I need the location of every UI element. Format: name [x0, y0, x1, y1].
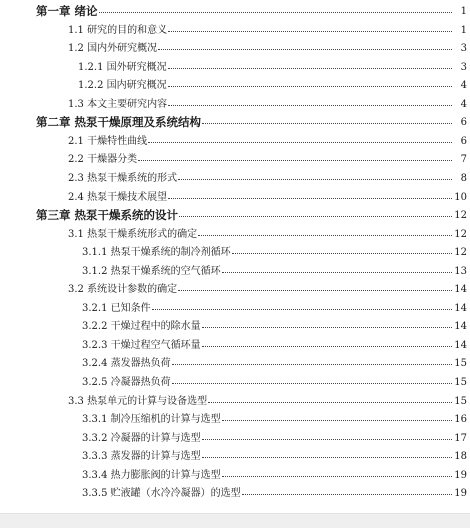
toc-page-number: 12: [454, 247, 467, 259]
toc-chapter-entry[interactable]: [0, 204, 470, 222]
toc-page-number: 13: [454, 265, 467, 277]
toc-entry-title: 3.3.3 蒸发器的计算与选型: [82, 451, 201, 463]
toc-entry-title: 3.3.5 贮液罐（水冷冷凝器）的选型: [82, 488, 241, 500]
toc-entry-title: 2.1 干燥特性曲线: [68, 135, 148, 147]
toc-entry-title: 3.3.1 制冷压缩机的计算与选型: [82, 414, 221, 426]
toc-entry-title: 3.2.1 已知条件: [82, 302, 151, 314]
toc-dot-leader: [198, 235, 452, 236]
toc-entry-title: 1.2.1 国外研究概况: [78, 61, 167, 73]
toc-chapter-entry[interactable]: [0, 0, 470, 18]
toc-dot-leader: [168, 86, 452, 87]
toc-entry-title: 1.2.2 国内研究概况: [78, 80, 167, 92]
toc-section-entry[interactable]: [0, 167, 470, 185]
toc-page-number: 15: [454, 395, 467, 407]
toc-dot-leader: [242, 494, 452, 495]
toc-dot-leader: [168, 198, 452, 199]
toc-dot-leader: [168, 105, 452, 106]
toc-section-entry[interactable]: [0, 148, 470, 166]
toc-page-number: 4: [460, 80, 467, 92]
toc-page-number: 6: [460, 135, 467, 147]
toc-entry-title: 3.1 热泵干燥系统形式的确定: [68, 228, 198, 240]
toc-entry-title: 第三章 热泵干燥系统的设计: [36, 208, 179, 223]
toc-dot-leader: [202, 439, 452, 440]
toc-chapter-entry[interactable]: [0, 111, 470, 129]
toc-section-entry[interactable]: [0, 37, 470, 55]
toc-section-entry[interactable]: [0, 278, 470, 296]
toc-page-number: 10: [454, 191, 467, 203]
toc-page-number: 6: [460, 117, 467, 129]
toc-dot-leader: [202, 123, 452, 124]
toc-section-entry[interactable]: [0, 223, 470, 241]
viewer-bottom-bar: [0, 513, 470, 528]
toc-subsection-entry[interactable]: [0, 464, 470, 482]
toc-dot-leader: [222, 420, 452, 421]
toc-dot-leader: [99, 12, 452, 13]
toc-page-number: 3: [460, 61, 467, 73]
toc-page-number: 1: [460, 6, 467, 17]
toc-dot-leader: [208, 402, 452, 403]
toc-dot-leader: [172, 364, 452, 365]
toc-page-number: 19: [454, 469, 467, 481]
toc-page-number: 14: [454, 321, 467, 333]
toc-page-number: 4: [460, 98, 467, 110]
toc-section-entry[interactable]: [0, 390, 470, 408]
toc-entry-title: 第二章 热泵干燥原理及系统结构: [36, 115, 202, 130]
toc-page-number: 15: [454, 358, 467, 370]
toc-entry-title: 3.2.3 干燥过程空气循环量: [82, 339, 201, 351]
toc-page-number: 14: [454, 302, 467, 314]
toc-subsection-entry[interactable]: [0, 408, 470, 426]
toc-dot-leader: [202, 457, 452, 458]
toc-subsection-entry[interactable]: [0, 56, 470, 74]
toc-subsection-entry[interactable]: [0, 352, 470, 370]
toc-entry-title: 3.2.4 蒸发器热负荷: [82, 358, 171, 370]
toc-entry-title: 3.3.2 冷凝器的计算与选型: [82, 432, 201, 444]
toc-entry-title: 2.3 热泵干燥系统的形式: [68, 172, 178, 184]
toc-dot-leader: [172, 383, 452, 384]
toc-page-number: 1: [460, 24, 467, 36]
toc-entry-title: 3.2 系统设计参数的确定: [68, 284, 178, 296]
toc-subsection-entry[interactable]: [0, 241, 470, 259]
toc-page-number: 17: [454, 432, 467, 444]
toc-entry-title: 3.2.2 干燥过程中的除水量: [82, 321, 201, 333]
toc-section-entry[interactable]: [0, 19, 470, 37]
toc-page-number: 16: [454, 414, 467, 426]
toc-section-entry[interactable]: [0, 186, 470, 204]
toc-subsection-entry[interactable]: [0, 482, 470, 500]
toc-page-number: 12: [454, 228, 467, 240]
toc-dot-leader: [178, 179, 452, 180]
toc-entry-title: 3.1.2 热泵干燥系统的空气循环: [82, 265, 221, 277]
toc-subsection-entry[interactable]: [0, 334, 470, 352]
toc-entry-title: 1.1 研究的目的和意义: [68, 24, 168, 36]
toc-subsection-entry[interactable]: [0, 297, 470, 315]
toc-dot-leader: [179, 216, 452, 217]
toc-subsection-entry[interactable]: [0, 427, 470, 445]
toc-page-number: 14: [454, 284, 467, 296]
toc-subsection-entry[interactable]: [0, 315, 470, 333]
toc-dot-leader: [222, 272, 452, 273]
toc-entry-title: 3.3.4 热力膨胀阀的计算与选型: [82, 469, 221, 481]
toc-section-entry[interactable]: [0, 93, 470, 111]
toc-subsection-entry[interactable]: [0, 260, 470, 278]
toc-subsection-entry[interactable]: [0, 74, 470, 92]
toc-dot-leader: [148, 142, 452, 143]
toc-entry-title: 3.3 热泵单元的计算与设备选型: [68, 395, 208, 407]
toc-entry-title: 2.4 热泵干燥技术展望: [68, 191, 168, 203]
toc-dot-leader: [232, 253, 452, 254]
toc-dot-leader: [138, 160, 452, 161]
toc-entry-title: 第一章 绪论: [36, 4, 98, 18]
toc-page-number: 8: [460, 172, 467, 184]
toc-entry-title: 1.2 国内外研究概况: [68, 43, 158, 55]
toc-dot-leader: [152, 309, 452, 310]
toc-dot-leader: [222, 476, 452, 477]
toc-dot-leader: [202, 327, 452, 328]
toc-page-number: 14: [454, 339, 467, 351]
toc-page-number: 19: [454, 488, 467, 500]
toc-subsection-entry[interactable]: [0, 445, 470, 463]
toc-subsection-entry[interactable]: [0, 371, 470, 389]
toc-section-entry[interactable]: [0, 130, 470, 148]
toc-entry-title: 3.1.1 热泵干燥系统的制冷剂循环: [82, 247, 231, 259]
toc-dot-leader: [168, 68, 452, 69]
toc-dot-leader: [178, 290, 452, 291]
toc-page-number: 7: [460, 154, 467, 166]
toc-entry-title: 3.2.5 冷凝器热负荷: [82, 377, 171, 388]
toc-page-number: 18: [454, 451, 467, 463]
toc-dot-leader: [168, 31, 452, 32]
toc-dot-leader: [202, 346, 452, 347]
toc-entry-title: 1.3 本文主要研究内容: [68, 98, 168, 110]
toc-dot-leader: [158, 49, 452, 50]
toc-page-number: 12: [454, 210, 467, 222]
toc-page-number: 3: [460, 43, 467, 55]
toc-page-number: 15: [454, 377, 467, 388]
toc-entry-title: 2.2 干燥器分类: [68, 154, 138, 166]
